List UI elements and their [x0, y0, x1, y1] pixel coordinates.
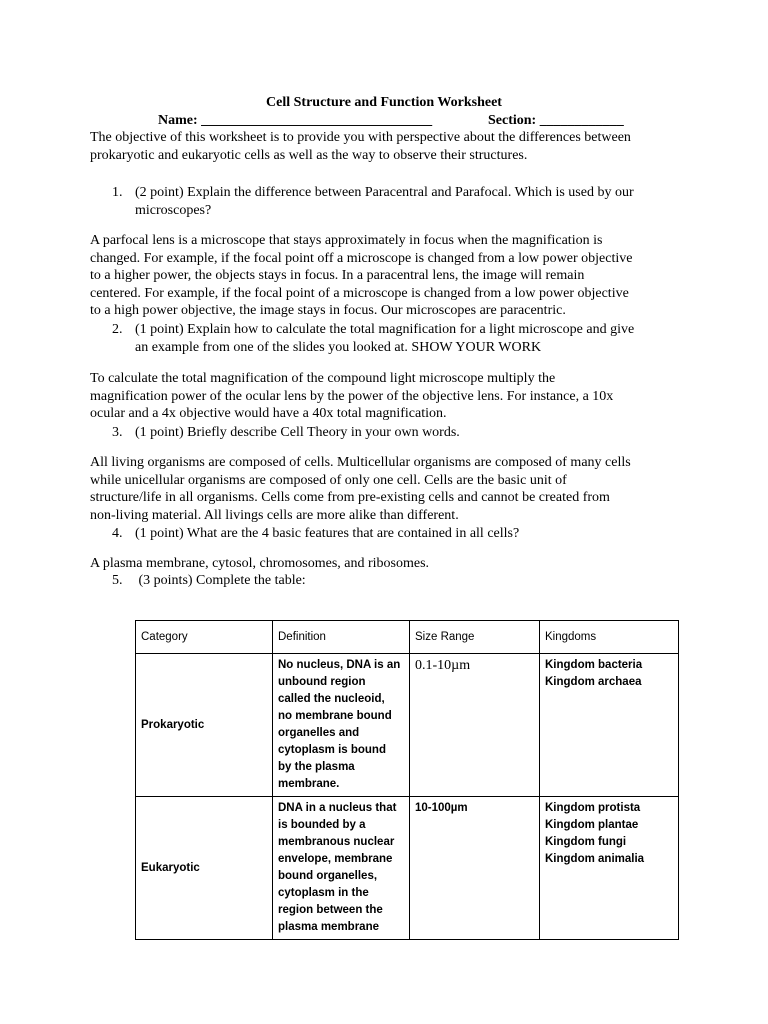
answer-line: centered. For example, if the focal point of a microscope is changed from a low power objective [90, 285, 629, 301]
question-number: 1. [112, 185, 123, 200]
table-row-prokaryotic [136, 654, 679, 797]
answer-line: non-living material. All livings cells are more alike than different. [90, 507, 459, 523]
size-range-cell: 0.1-10µm [410, 654, 540, 797]
question-text-line: (3 points) Complete the table: [135, 573, 306, 588]
kingdom-item: Kingdom archaea [545, 676, 642, 688]
definition-line: DNA in a nucleus that [278, 802, 397, 814]
objective-paragraph [90, 129, 680, 164]
category-cell: Prokaryotic [136, 654, 273, 797]
definition-line: plasma membrane [278, 921, 379, 933]
question-text-line: an example from one of the slides you looked at. SHOW YOUR WORK [135, 339, 542, 355]
answer-line: changed. For example, if the focal point off a microscope is changed from a low power objective [90, 250, 633, 266]
answer-line: structure/life in all organisms. Cells come from pre-existing cells and cannot be created from [90, 490, 610, 506]
objective-line: The objective of this worksheet is to provide you with perspective about the differences between [90, 130, 631, 145]
answer-line: magnification power of the ocular lens by the power of the objective lens. For instance, a 10x [90, 388, 614, 404]
definition-line: called the nucleoid, [278, 693, 385, 705]
question-text-line: (1 point) Briefly describe Cell Theory in your own words. [135, 425, 460, 440]
answer-line: while unicellular organisms are composed of only one cell. Cells are the basic unit of [90, 472, 567, 488]
definition-line: unbound region [278, 676, 366, 688]
definition-line: cytoplasm is bound [278, 744, 386, 756]
kingdom-item: Kingdom animalia [545, 853, 645, 865]
size-range-cell: 10-100µm [410, 797, 540, 940]
question-text-line: (2 point) Explain the difference between Paracentral and Parafocal. Which is used by our [135, 185, 634, 200]
kingdom-item: Kingdom plantae [545, 819, 639, 831]
answer-line: to a high power objective, the image stays in focus. Our microscopes are paracentric. [90, 303, 566, 319]
definition-line: membrane. [278, 778, 340, 790]
definition-line: cytoplasm in the [278, 887, 369, 899]
question-number: 2. [112, 322, 123, 337]
definition-line: by the plasma [278, 761, 355, 773]
answer-line: A parfocal lens is a microscope that stays approximately in focus when the magnification is [90, 233, 603, 248]
definition-cell [273, 797, 410, 940]
definition-line: is bounded by a [278, 819, 366, 831]
kingdom-item: Kingdom protista [545, 802, 641, 814]
definition-line: bound organelles, [278, 870, 378, 882]
answer-2 [90, 370, 680, 423]
name-field-line: Name: _________________________________ [158, 113, 433, 128]
answer-line: to a higher power, the objects stays in focus. In a paracentral lens, the image will remain [90, 268, 585, 284]
page-title: Cell Structure and Function Worksheet [266, 95, 502, 110]
question-text-line: (1 point) Explain how to calculate the total magnification for a light microscope and give [135, 322, 635, 337]
answer-3 [90, 454, 680, 524]
answer-line: To calculate the total magnification of the compound light microscope multiply the [90, 371, 556, 386]
header-category: Category [136, 621, 273, 654]
answer-line: All living organisms are composed of cells. Multicellular organisms are composed of many cells [90, 455, 631, 470]
section-field-line: Section: ____________ [488, 113, 624, 128]
definition-cell [273, 654, 410, 797]
category-cell: Eukaryotic [136, 797, 273, 940]
definition-line: organelles and [278, 727, 360, 739]
header-definition: Definition [273, 621, 410, 654]
answer-line: ocular and a 4x objective would have a 40x total magnification. [90, 406, 447, 422]
definition-line: No nucleus, DNA is an [278, 659, 401, 671]
definition-line: envelope, membrane [278, 853, 393, 865]
question-text-line: microscopes? [135, 202, 212, 218]
table-row-eukaryotic [136, 797, 679, 940]
question-number: 5. [112, 573, 123, 588]
header-kingdoms: Kingdoms [540, 621, 679, 654]
question-number: 3. [112, 425, 123, 440]
cell-comparison-table [135, 620, 679, 940]
header-size-range: Size Range [410, 621, 540, 654]
question-text-line: (1 point) What are the 4 basic features that are contained in all cells? [135, 526, 520, 541]
table-header-row [136, 621, 679, 654]
kingdom-item: Kingdom bacteria [545, 659, 643, 671]
kingdoms-cell [540, 654, 679, 797]
definition-line: region between the [278, 904, 383, 916]
kingdom-item: Kingdom fungi [545, 836, 627, 848]
kingdoms-cell [540, 797, 679, 940]
answer-line: A plasma membrane, cytosol, chromosomes, and ribosomes. [90, 556, 430, 571]
objective-line: prokaryotic and eukaryotic cells as well as the way to observe their structures. [90, 147, 528, 163]
answer-1 [90, 232, 680, 320]
definition-line: no membrane bound [278, 710, 392, 722]
definition-line: membranous nuclear [278, 836, 395, 848]
question-number: 4. [112, 526, 123, 541]
answer-4 [90, 555, 680, 573]
